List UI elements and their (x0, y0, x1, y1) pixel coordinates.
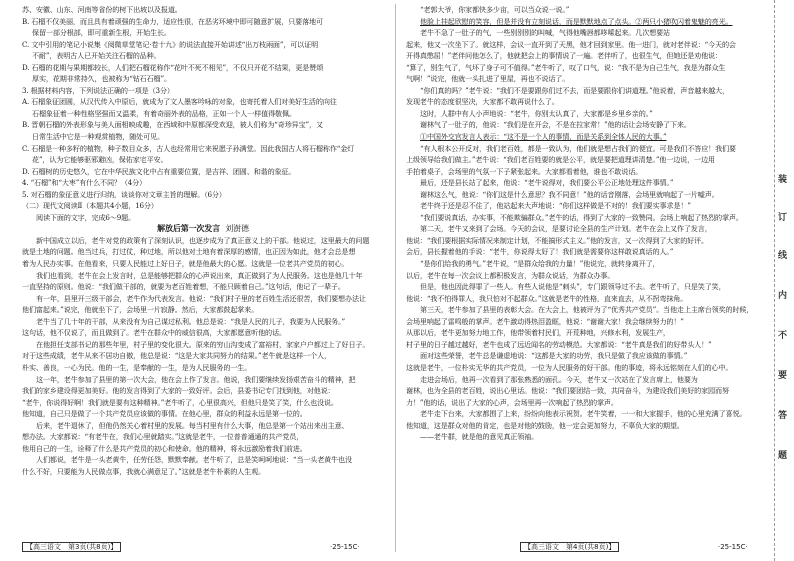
text-line: 但是，他也因此得罪了一些人。有些人说他是“刺头”，专门跟领导过不去。老牛听了，只是笑了笑， (420, 282, 726, 292)
question-4: 4. “石榴”和“大枣”有什么不同？（4分） (22, 178, 147, 188)
left-column (22, 4, 384, 477)
binding-char: 不 (778, 331, 788, 341)
left-footer-code (330, 541, 360, 553)
exam-code: ·25-15C· (718, 543, 748, 551)
text-line: 一直坚持的原则。他说：“我们做干部的，就要为老百姓着想，不能只顾着自己。”这句话，他记了一辈子。 (22, 282, 345, 292)
text-line: 他知道，自己只是做了一个共产党员应该做的事情。在他心里，群众的利益永远是第一位的。 (22, 409, 307, 419)
text-line: 花”，认为它能够驱邪避凶，保佑家宅平安。 (32, 155, 168, 165)
text-line: B. 石榴不仅美丽，而且具有着顽强的生命力，适应性很，在恶劣环境中即可随意扩展，只要落地可 (22, 16, 323, 26)
text-line: 厚实，花期非常持久，也被称为“钻石石榴”。 (32, 74, 171, 84)
text-line: 他用自己的一生，诠释了什么是共产党员的初心和使命。他的精神，将永远激励着我们前进。 (22, 443, 307, 453)
text-line: 想办法。大家都说：“有老牛在，我们心里就踏实。”这就是老牛，一位普普通通的共产党员， (22, 432, 304, 442)
text-line: 他知道，这是群众对他的肯定，也是对他的鼓励，他一定会更加努力，不辜负大家的期望。 (406, 420, 684, 430)
binding-char: 线 (778, 251, 788, 261)
binding-char: 内 (778, 291, 788, 301)
right-column (406, 4, 766, 443)
article-title-line (22, 223, 384, 235)
text-line: 在他担任支部书记的那些年里，村子里的变化很大。原来的穷山沟变成了富裕村，家家户户都过上了好日子。 (36, 339, 370, 349)
text-line: 着为人民办实事。在他看来，只要人民能过上好日子，就是他最大的心愿。这就是一位老共产党员的初心。 (22, 259, 349, 269)
text-line: 上级领导给我们做主。”老牛说：“我们老百姓要的就是公平，就是要把道理讲清楚。”他一边说，一边用 (406, 155, 715, 165)
text-line: 我们也看到，老牛在会上发言时，总是能够把群众的心声说出来，真正做到了为人民服务。这也是他几十年 (36, 270, 363, 280)
text-line: 最后，还是县长站了起来，他说：“老牛说得对，我们要公平公正地处理这件事情。” (420, 178, 674, 188)
instruction: 阅读下面的文字，完成6～9题。 (36, 212, 135, 222)
text-line: C. 文中引用的笔记小说集《阅微草堂笔记·卷十九》的说法直接开始讲述“出万枝兩面”，可以证明 (22, 39, 319, 49)
text-line: 第三天，老牛参加了县里的表彰大会。在大会上，他被评为了“优秀共产党员”。当他走上主席台领奖的时候， (420, 305, 754, 315)
text-line: 这时，人群中有人小声地说：“老牛，你别太认真了，大家都是乡里乡亲的。” (420, 108, 653, 118)
text-line: “老牛，你说得好啊！我们就是要有这种精神。”老牛听了，心里很高兴，但他只是笑了笑，什么也没说。 (22, 397, 338, 407)
text-line: 保留一部分根部，即可重新生根，开始生长。 (32, 28, 171, 38)
left-footer-badge (22, 541, 121, 553)
text-line: 从那以后，老牛更加努力地工作，他带领着村民们，开荒种地，兴修水利，发展生产， (406, 328, 670, 338)
text-line: 这句话，他不仅说了，而且做到了。老牛在群众中的威信很高，大家都愿意听他的话。 (22, 328, 286, 338)
text-line: 新中国成立以后，老牛对党的政策有了深刻认识，也逐步成为了真正意义上的干部。他说过，这里最大的问题 (36, 235, 370, 245)
text-line: 发现老牛的态度很坚决，大家都不敢再说什么了。 (406, 97, 559, 107)
text-line: 他说：“我们要根据实际情况来制定计划，不能搞形式主义。”他的发言，又一次得到了大家的好评。 (406, 235, 708, 245)
text-line: 有一年，县里开三级干部会，老牛作为代表发言。他说：“我们村子里的老百姓生活还很苦，我们要想办法让 (36, 293, 366, 303)
text-line: 这就是老牛，一位朴实无华的共产党员，一位为人民服务的好干部。他的事迹，将永远铭刻在人们的心中。 (406, 362, 733, 372)
text-line: 会场里响起了雷鸣般的掌声。老牛激动得热泪盈眶，他说：“谢谢大家！我会继续努力的！” (406, 316, 684, 326)
text-line: B. 晋朝石榴的外表形象与美人面相映成趣，在西域和中原都深受欢迎，被人们称为“奇珍异宝”，又 (22, 120, 323, 130)
text-line: 以后，老牛在每一次会议上都积极发言，为群众说话，为群众办事。 (406, 270, 615, 280)
text-line: “老郭大爷，你家都快多少亩，可以当众说一说。” (420, 5, 570, 14)
page-label: 【高三语文 第4页(共8页)】 (520, 542, 619, 552)
text-line: 手拍着桌子，会场里的气氛一下子紧张起来。大家都看着他，谁也不敢说话。 (406, 166, 643, 176)
section-heading: （二）现代文阅读Ⅱ（本题共4小题，16分） (22, 201, 158, 211)
text-line: 苏、安徽、山东、河南等省份的树下出坡以及报道。 (22, 5, 182, 14)
text-line: 这一年，老牛参加了县里的第一次大会，他在会上作了发言。他说，我们要继续发扬艰苦奋斗的精神，把 (36, 374, 356, 384)
text-line: 面对这些荣誉，老牛总是谦虚地说：“这都是大家的功劳，我只是做了我应该做的事情。” (420, 351, 688, 361)
text-line: 他们富起来。”说完，他就坐下了，会场里一片寂静。然后，大家都鼓起掌来。 (22, 305, 259, 315)
text-line: 老牛走下台来，大家都围了上来，纷纷向他表示祝贺。老牛笑着，一一和大家握手，他的心里充满了喜悦。 (420, 409, 747, 419)
column-divider (395, 4, 396, 552)
text-line: D. 石榴的花期与果期都较长，人们把石榴花称作“花叶不死不相见”，不仅只开花不结果，更是赞颂 (22, 62, 324, 72)
binding-char: 订 (778, 213, 788, 223)
question-5: 5. 对石榴的象征意义进行归纳，谈谈你对文章主旨的理解。（6分） (22, 189, 226, 199)
text-line: 不耐”，表明古人已开始关注石榴的品种。 (32, 51, 161, 61)
text-line: A. 石榴象征团圆，从汉代传入中原后，就成为了文人墨客吟咏的对象，也寄托着人们对美好生活的向往 (22, 97, 337, 107)
text-line: 他脸上挂起欣慰的笑容，但是并没有立刻说话，而是默默地点了点头。②两只小猪吹闪着鬼魅的亮光。 (420, 16, 733, 26)
text-line: 我们的家乡建设得更加美好。他的发言得到了大家的一致好评。会后，县委书记专门找到他，对他说： (22, 386, 335, 396)
text-line: 开得真憋屈！”老伴问他怎么了，他就把会上的事情说了一遍。老伴听了，也很生气，但她还是劝他说： (406, 51, 722, 61)
text-line: 人们都说，老牛是一头老黄牛，任劳任怨，默默奉献。老牛听了，总是笑呵呵地说：“当一头老黄牛也没 (36, 455, 352, 465)
text-line: 日常生活中它是一种观赏植物，随处可见。 (32, 132, 164, 142)
binding-char: 题 (778, 451, 788, 461)
text-line: 走进会场后，他再一次看到了那张熟悉的面孔。今天，老牛又一次站在了发言席上，他要为 (420, 374, 698, 384)
text-line: 他说：“我不怕得罪人，我只怕对不起群众。”这就是老牛的性格，直来直去，从不拐弯抹角。 (406, 293, 688, 303)
binding-char: 要 (778, 371, 788, 381)
text-line: 石榴象征着一种性格坚强而又温柔，有着奇丽外表的品格，正如一个人一样值得敬佩。 (32, 108, 296, 118)
text-line: “有人根本公开反对，我们老百姓，都是一致认为，他们就是想占我们的便宜。可是我们不答应！我们要 (420, 143, 736, 153)
right-footer-code (718, 541, 748, 553)
text-line: 村子里的日子越过越好，老牛也成了远近闻名的劳动模范。大家都说：“老牛真是我们的好带头人！” (406, 339, 712, 349)
text-line: D. 石榴树的历史悠久，它在中华民族文化中占有重要位置，是吉祥、团圆、和谐的象征。 (22, 166, 296, 176)
text-line: 谢林这么气，他说：“你们这是什么意思？我不同意！”他的话音刚落，会场里就响起了一片嘘声。 (420, 189, 719, 199)
text-line: 对于这些成绩，老牛从来不居功自傲，他总是说：“这是大家共同努力的结果。”老牛就是这样一个人， (22, 351, 331, 361)
article-author: 刘澍德 (225, 224, 249, 234)
text-line: 后来，老牛退休了，但他仍然关心着村里的发展。每当村里有什么大事，他总是第一个站出来出主意、 (36, 420, 349, 430)
text-line: “算了，别生气了，气坏了身子可不值得。”老牛听了，叹了口气，说：“我不是为自己生气，我是为群众生 (406, 62, 726, 72)
page-label: 【高三语文 第3页(共8页)】 (22, 542, 121, 552)
binding-char: 答 (778, 411, 788, 421)
text-line: “我们要说真话，办实事，不能欺骗群众。”老牛的话，得到了大家的一致赞同。会场上响起了热烈的掌声。 (420, 212, 743, 222)
text-line: 老牛当了几十年的干部，从来没有为自己谋过私利。他总是说：“我是人民的儿子，我要为人民服务。” (36, 316, 345, 326)
question-3: 3. 根据材料内容，下列说法正确的一项是（3分） (22, 85, 174, 95)
binding-char: 装 (778, 175, 788, 185)
text-line: 朴实、善良，一心为民。他的一生，是奉献的一生，是为人民服务的一生。 (22, 362, 252, 372)
text-line: 气啊！”说完，他就一头扎进了里屋，再也不说话了。 (406, 74, 570, 84)
text-line: C. 石榴是一种多籽的植物，种子数目众多，古人也经常用它来祝愿子孙满堂。因此我国古人将石榴称作“金灯 (22, 143, 355, 153)
text-line: 起来，他又一次坐下了。就这样，会议一直开到了天黑，他才回到家里。他一进门，就对老伴说：“今天的会 (406, 39, 736, 49)
text-line: 老牛终于还是忍不住了，他站起来大声地说：“你们这样做是不对的！我们要实事求是！” (420, 201, 691, 211)
text-line: 就是土地的问题。他当过兵，打过仗，种过地，所以他对土地有着深厚的感情，也正因为如此，他才会总是想 (22, 247, 356, 257)
text-line: 谢林气了一肚子的，他说：“我们是在开会，不是在拉家常！”他的话让会场安静了下来。 (420, 120, 691, 130)
text-line: 谢林，也为全县的老百姓，说出心里话。他说：“我们要团结一致，共同奋斗，为建设我们美好的家园而努 (406, 386, 729, 396)
text-line: 老牛不急了一肚子的气，一些别别别的叫喊，气得他嘴唇都哆嗦起来。几次想要站 (420, 28, 670, 38)
text-line: “你们真的吗？”老牛说：“我们不是要跟你们过不去，而是要跟你们讲道理。”他说着，声音越来越大， (420, 85, 729, 95)
text-line: 第二天，老牛又来到了会场。今天的会议，是要讨论全县的生产计划。老牛在会上又作了发言， (420, 224, 712, 234)
text-line: ——老牛群，就是他的意见真正领袖。 (420, 432, 539, 442)
text-line: 力！”他的话，说出了大家的心声，会场里再一次响起了热烈的掌声。 (406, 397, 618, 407)
binding-margin (774, 0, 794, 561)
exam-code: ·25-15C· (330, 543, 360, 551)
right-footer-badge (520, 541, 619, 553)
text-line: 会后，县长握着他的手说：“老牛，你说得太好了！我们就是需要你这样敢说真话的人。” (406, 247, 674, 257)
text-line: “是你们给我的勇气。”老牛说，“是群众给我的力量！”他说完，就转身离开了， (420, 259, 660, 269)
article-title: 解放后第一次发言 (157, 224, 220, 234)
text-line: ①中国外交官发言人表示：“这不是一个人的事情，而是关系到全体人民的大事。” (420, 132, 667, 142)
text-line: 什么不好，只要能为人民做点事，我就心满意足了。”这就是老牛朴素的人生观。 (22, 466, 265, 476)
